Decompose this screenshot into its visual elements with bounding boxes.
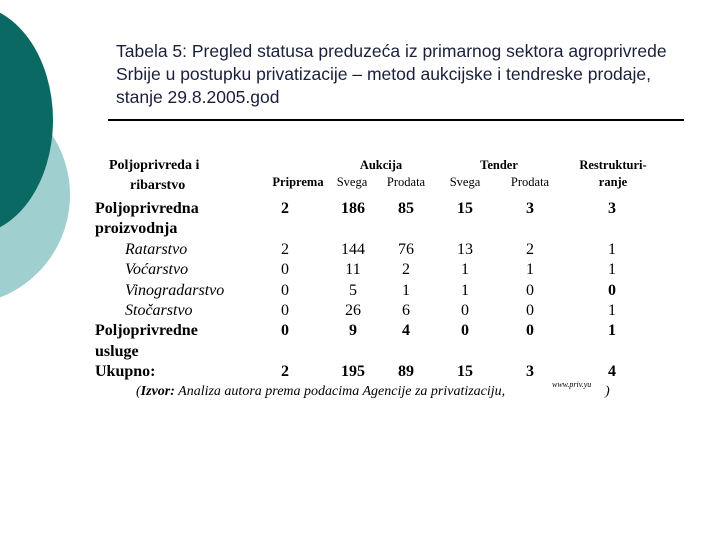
cell-priprema: 2 — [281, 363, 289, 380]
cell-aukcija-svega: 9 — [349, 322, 357, 339]
cell-aukcija-svega: 195 — [341, 363, 365, 380]
cell-restrukturiranje: 0 — [608, 282, 616, 299]
cell-priprema: 0 — [281, 302, 289, 319]
row-label: Voćarstvo — [125, 261, 189, 278]
decorative-circles — [0, 0, 80, 300]
cell-tender-svega: 1 — [461, 282, 469, 299]
cell-tender-prodata: 3 — [526, 200, 534, 217]
source-text: Analiza autora prema podacima Agencije za privatizaciju, — [174, 384, 506, 399]
source-website: www.priv.yu — [552, 380, 592, 389]
cell-tender-prodata: 3 — [526, 363, 534, 380]
header-priprema: Priprema — [272, 175, 324, 189]
cell-tender-prodata: 0 — [526, 282, 534, 299]
cell-tender-prodata: 2 — [526, 241, 534, 258]
header-tender-svega: Svega — [449, 175, 481, 189]
row-label: Poljoprivredna — [95, 200, 199, 217]
title-divider — [108, 119, 684, 121]
row-label: Stočarstvo — [125, 302, 193, 319]
cell-aukcija-prodata: 4 — [402, 322, 410, 339]
cell-restrukturiranje: 3 — [608, 200, 616, 217]
cell-aukcija-prodata: 85 — [398, 200, 414, 217]
cell-tender-prodata: 1 — [526, 261, 534, 278]
cell-priprema: 0 — [281, 261, 289, 278]
cell-restrukturiranje: 4 — [608, 363, 616, 380]
cell-aukcija-svega: 186 — [341, 200, 365, 217]
cell-aukcija-prodata: 89 — [398, 363, 414, 380]
header-tender: Tender — [480, 158, 518, 172]
cell-tender-svega: 13 — [457, 241, 473, 258]
cell-restrukturiranje: 1 — [608, 322, 616, 339]
cell-aukcija-svega: 26 — [345, 302, 361, 319]
source-note — [136, 384, 505, 400]
header-restrukturiranje-line2: ranje — [598, 175, 628, 189]
cell-restrukturiranje: 1 — [608, 241, 616, 258]
cell-tender-svega: 0 — [461, 302, 469, 319]
header-sector-line2: ribarstvo — [130, 178, 186, 193]
row-label: Vinogradarstvo — [125, 282, 225, 299]
cell-aukcija-svega: 11 — [345, 261, 361, 278]
cell-tender-prodata: 0 — [526, 302, 534, 319]
header-tender-prodata: Prodata — [510, 175, 550, 189]
header-aukcija-svega: Svega — [336, 175, 368, 189]
cell-aukcija-prodata: 76 — [398, 241, 414, 258]
cell-priprema: 2 — [281, 241, 289, 258]
cell-aukcija-prodata: 1 — [402, 282, 410, 299]
source-label: Izvor: — [140, 384, 175, 399]
source-open-paren: ( — [136, 384, 141, 399]
row-label: Ratarstvo — [125, 241, 188, 258]
cell-priprema: 2 — [281, 200, 289, 217]
row-label: usluge — [95, 343, 139, 360]
cell-aukcija-prodata: 2 — [402, 261, 410, 278]
slide-title: Tabela 5: Pregled statusa preduzeća iz primarnog sektora agroprivrede Srbije u postupku privatizacije – metod aukcijske i tendreske prodaje, stanje 29.8.2005.god — [116, 41, 667, 107]
row-label-total: Ukupno: — [95, 363, 156, 380]
cell-priprema: 0 — [281, 322, 289, 339]
row-label: Poljoprivredne — [95, 322, 198, 339]
header-aukcija-prodata: Prodata — [386, 175, 426, 189]
cell-tender-svega: 1 — [461, 261, 469, 278]
cell-restrukturiranje: 1 — [608, 261, 616, 278]
cell-priprema: 0 — [281, 282, 289, 299]
header-restrukturiranje-line1: Restrukturi- — [579, 158, 647, 172]
cell-aukcija-svega: 144 — [341, 241, 365, 258]
cell-tender-prodata: 0 — [526, 322, 534, 339]
cell-tender-svega: 15 — [457, 363, 473, 380]
cell-tender-svega: 15 — [457, 200, 473, 217]
cell-aukcija-svega: 5 — [349, 282, 357, 299]
cell-restrukturiranje: 1 — [608, 302, 616, 319]
cell-aukcija-prodata: 6 — [402, 302, 410, 319]
source-close-paren: ) — [605, 384, 610, 399]
header-sector-line1: Poljoprivreda i — [109, 158, 200, 173]
cell-tender-svega: 0 — [461, 322, 469, 339]
row-label: proizvodnja — [95, 220, 178, 237]
header-aukcija: Aukcija — [359, 158, 403, 172]
